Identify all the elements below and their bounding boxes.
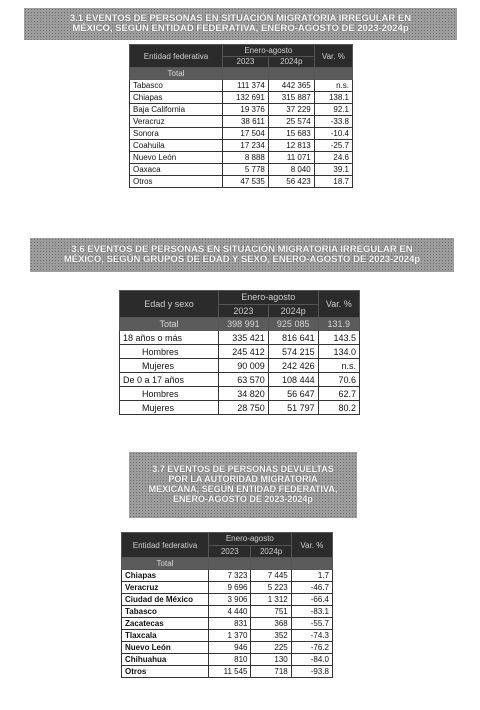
- col-header-entity: Entidad federativa: [122, 533, 209, 558]
- col-header-entity: Entidad federativa: [130, 45, 223, 68]
- row-label: Tabasco: [130, 80, 223, 92]
- cell-var: -46.7: [291, 582, 332, 594]
- row-label: Tabasco: [122, 606, 209, 618]
- section3-title-line4: ENERO-AGOSTO DE 2023-2024p: [173, 493, 313, 504]
- cell-2023: 17 234: [223, 140, 269, 152]
- cell-2024: 7 445: [251, 570, 291, 582]
- cell-2024: 1 312: [251, 594, 291, 606]
- col-header-var: Var. %: [291, 533, 332, 558]
- cell-2023: 5 778: [223, 164, 269, 176]
- table-row: [130, 104, 353, 116]
- row-label: Zacatecas: [122, 618, 209, 630]
- cell-var: -93.8: [291, 666, 332, 678]
- cell-var: 39.1: [314, 164, 352, 176]
- cell-2024: 751: [251, 606, 291, 618]
- total-2024: 925 085: [268, 318, 318, 331]
- total-label: Total: [120, 318, 219, 331]
- table-row: [130, 116, 353, 128]
- cell-2023: 946: [209, 642, 251, 654]
- cell-var: -55.7: [291, 618, 332, 630]
- section3-title-line2: POR LA AUTORIDAD MIGRATORIA: [168, 474, 318, 485]
- row-label: Baja California: [130, 104, 223, 116]
- col-header-group: Enero-agosto: [219, 291, 319, 305]
- section1-title-line2: MÉXICO, SEGÚN ENTIDAD FEDERATIVA, ENERO-AGOSTO DE 2023-2024p: [72, 23, 409, 34]
- total-var: [314, 68, 352, 80]
- total-label: Total: [122, 558, 209, 570]
- cell-2023: 111 374: [223, 80, 269, 92]
- col-header-y2: 2024p: [251, 545, 291, 558]
- cell-var: -76.2: [291, 642, 332, 654]
- cell-2024: 718: [251, 666, 291, 678]
- cell-2023: 47 535: [223, 176, 269, 188]
- cell-var: -74.3: [291, 630, 332, 642]
- cell-2024: 11 071: [268, 152, 314, 164]
- table-row: [130, 164, 353, 176]
- table-row: [120, 359, 360, 373]
- cell-var: 143.5: [318, 331, 359, 345]
- table-row: [120, 401, 360, 415]
- total-2023: [223, 68, 269, 80]
- cell-2023: 9 696: [209, 582, 251, 594]
- cell-2023: 34 820: [219, 387, 269, 401]
- cell-2024: 37 229: [268, 104, 314, 116]
- row-label: Tlaxcala: [122, 630, 209, 642]
- row-label: Oaxaca: [130, 164, 223, 176]
- section2-title: [30, 238, 454, 272]
- row-label: Ciudad de México: [122, 594, 209, 606]
- cell-2024: 242 426: [268, 359, 318, 373]
- cell-var: -83.1: [291, 606, 332, 618]
- section1-rows: [130, 80, 353, 188]
- cell-var: -10.4: [314, 128, 352, 140]
- section2-title-line1: 3.6 EVENTOS DE PERSONAS EN SITUACIÓN MIGRATORIA IRREGULAR EN: [71, 243, 413, 255]
- cell-var: 92.1: [314, 104, 352, 116]
- cell-2023: 90 009: [219, 359, 269, 373]
- cell-2024: 5 223: [251, 582, 291, 594]
- section3-table: [121, 532, 333, 678]
- cell-var: 134.0: [318, 345, 359, 359]
- table-row: [130, 92, 353, 104]
- col-header-var: Var. %: [314, 45, 352, 68]
- row-label: Otros: [122, 666, 209, 678]
- col-header-group: Enero-agosto: [223, 45, 315, 57]
- total-2024: [268, 68, 314, 80]
- row-label: Nuevo León: [130, 152, 223, 164]
- cell-2024: 108 444: [268, 373, 318, 387]
- cell-2024: 12 813: [268, 140, 314, 152]
- table-row: [122, 582, 333, 594]
- cell-2024: 225: [251, 642, 291, 654]
- col-header-y1: 2023: [209, 545, 251, 558]
- cell-2023: 132 691: [223, 92, 269, 104]
- row-label: Sonora: [130, 128, 223, 140]
- table-row: [122, 606, 333, 618]
- table-row: [130, 80, 353, 92]
- cell-2023: 1 370: [209, 630, 251, 642]
- row-label: Coahuila: [130, 140, 223, 152]
- section1-title-line1: 3.1 EVENTOS DE PERSONAS EN SITUACIÓN MIGRATORIA IRREGULAR EN: [69, 12, 412, 24]
- cell-2024: 56 647: [268, 387, 318, 401]
- cell-2023: 38 611: [223, 116, 269, 128]
- cell-2023: 8 888: [223, 152, 269, 164]
- section2-title-line2: MÉXICO, SEGÚN GRUPOS DE EDAD Y SEXO, ENERO-AGOSTO DE 2023-2024p: [63, 254, 421, 265]
- cell-2024: 352: [251, 630, 291, 642]
- cell-2024: 8 040: [268, 164, 314, 176]
- row-label: Otros: [130, 176, 223, 188]
- table-row: [122, 654, 333, 666]
- cell-2023: 3 906: [209, 594, 251, 606]
- total-var: [291, 558, 332, 570]
- cell-var: 70.6: [318, 373, 359, 387]
- cell-2023: 4 440: [209, 606, 251, 618]
- cell-2024: 315 887: [268, 92, 314, 104]
- table-row: [122, 630, 333, 642]
- row-label: Mujeres: [120, 359, 219, 373]
- total-var: 131.9: [318, 318, 359, 331]
- row-label: Mujeres: [120, 401, 219, 415]
- col-header-y2: 2024p: [268, 304, 318, 318]
- section2-table: [119, 290, 360, 415]
- cell-2023: 63 570: [219, 373, 269, 387]
- section3-title-line1: 3.7 EVENTOS DE PERSONAS DEVUELTAS: [152, 464, 334, 475]
- total-2023: 398 991: [219, 318, 269, 331]
- row-label: Veracruz: [130, 116, 223, 128]
- cell-2024: 816 641: [268, 331, 318, 345]
- table-row: [122, 618, 333, 630]
- cell-var: 24.6: [314, 152, 352, 164]
- cell-2023: 831: [209, 618, 251, 630]
- cell-var: 1.7: [291, 570, 332, 582]
- cell-var: n.s.: [318, 359, 359, 373]
- table-row: [130, 152, 353, 164]
- cell-2024: 25 574: [268, 116, 314, 128]
- row-label: Veracruz: [122, 582, 209, 594]
- cell-2024: 130: [251, 654, 291, 666]
- cell-var: 138.1: [314, 92, 352, 104]
- cell-2023: 17 504: [223, 128, 269, 140]
- table-row: [122, 642, 333, 654]
- table-row: [122, 594, 333, 606]
- cell-var: 18.7: [314, 176, 352, 188]
- col-header-y2: 2024p: [268, 56, 314, 68]
- cell-var: -84.0: [291, 654, 332, 666]
- cell-2023: 11 545: [209, 666, 251, 678]
- section2-rows: [120, 331, 360, 415]
- col-header-var: Var. %: [318, 291, 359, 318]
- row-label: 18 años o más: [120, 331, 219, 345]
- section3-title-line3: MEXICANA, SEGÚN ENTIDAD FEDERATIVA,: [148, 484, 338, 494]
- table-row: [120, 331, 360, 345]
- col-header-age-sex: Edad y sexo: [120, 291, 219, 318]
- section3-rows: [122, 570, 333, 678]
- section1-table: [129, 44, 353, 188]
- table-row: [122, 570, 333, 582]
- cell-2024: 442 365: [268, 80, 314, 92]
- table-row: [120, 345, 360, 359]
- col-header-y1: 2023: [219, 304, 269, 318]
- table-row: [120, 373, 360, 387]
- cell-2023: 335 421: [219, 331, 269, 345]
- row-label: Nuevo León: [122, 642, 209, 654]
- cell-2024: 51 797: [268, 401, 318, 415]
- cell-2024: 574 215: [268, 345, 318, 359]
- cell-var: 62.7: [318, 387, 359, 401]
- row-label: Hombres: [120, 387, 219, 401]
- table-row: [122, 666, 333, 678]
- cell-var: 80.2: [318, 401, 359, 415]
- row-label: Chiapas: [122, 570, 209, 582]
- col-header-y1: 2023: [223, 56, 269, 68]
- cell-var: -66.4: [291, 594, 332, 606]
- cell-2023: 7 323: [209, 570, 251, 582]
- cell-2023: 810: [209, 654, 251, 666]
- row-label: Chiapas: [130, 92, 223, 104]
- section3-title: [129, 452, 357, 518]
- section1-title: [24, 8, 457, 40]
- cell-2024: 56 423: [268, 176, 314, 188]
- cell-var: n.s.: [314, 80, 352, 92]
- row-label: Hombres: [120, 345, 219, 359]
- cell-2024: 368: [251, 618, 291, 630]
- total-2023: [209, 558, 251, 570]
- cell-2023: 245 412: [219, 345, 269, 359]
- table-row: [130, 128, 353, 140]
- total-label: Total: [130, 68, 223, 80]
- cell-2023: 19 376: [223, 104, 269, 116]
- table-row: [130, 140, 353, 152]
- col-header-group: Enero-agosto: [209, 533, 292, 546]
- table-row: [120, 387, 360, 401]
- row-label: Chihuahua: [122, 654, 209, 666]
- cell-var: -25.7: [314, 140, 352, 152]
- row-label: De 0 a 17 años: [120, 373, 219, 387]
- cell-var: -33.8: [314, 116, 352, 128]
- table-row: [130, 176, 353, 188]
- cell-2024: 15 683: [268, 128, 314, 140]
- cell-2023: 28 750: [219, 401, 269, 415]
- total-2024: [251, 558, 291, 570]
